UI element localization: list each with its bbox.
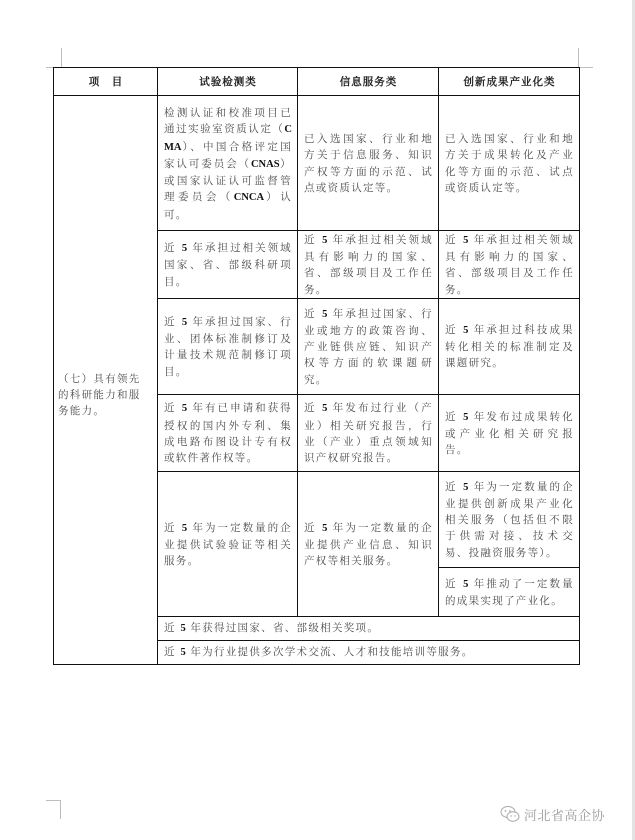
cell: 近 5 年有已申请和获得授权的国内外专利、集成电路布图设计专有权或软件著作权等。	[158, 394, 298, 471]
row-label: （七）具有领先的科研能力和服务能力。	[58, 372, 141, 417]
header-info-service: 信息服务类	[298, 68, 439, 96]
cell: 已入选国家、行业和地方关于信息服务、知识产权等方面的示范、试点或资质认定等。	[298, 96, 439, 231]
row-label-cell	[54, 96, 158, 665]
cell: 近 5 年承担过国家、行业、团体标准制修订及计量技术规范制修订项目。	[158, 298, 298, 394]
cell: 近 5 年承担过相关领域具有影响力的国家、省、部级项目及工作任务。	[298, 231, 439, 299]
cell: 检测认证和校准项目已通过实验室资质认定（CMA）、中国合格评定国家认可委员会（CNAS）或国家认证认可监督管理委员会（CNCA）认可。	[158, 96, 298, 231]
cell: 近 5 年推动了一定数量的成果实现了产业化。	[439, 567, 580, 616]
cell: 近 5 年为一定数量的企业提供试验验证等相关服务。	[158, 471, 298, 616]
cell: 近 5 年承担过国家、行业或地方的政策咨询、产业链供应链、知识产权等方面的软课题研究。	[298, 298, 439, 394]
watermark	[500, 803, 605, 825]
criteria-table	[53, 67, 580, 665]
crop-mark-top-right	[578, 48, 593, 68]
cell: 近 5 年承担过相关领域国家、省、部级科研项目。	[158, 231, 298, 299]
cell: 近 5 年发布过行业（产业）相关研究报告，行业（产业）重点领域知识产权研究报告。	[298, 394, 439, 471]
crop-mark-top-left	[46, 48, 62, 68]
cell: 近 5 年为行业提供多次学术交流、人才和技能培训等服务。	[158, 640, 580, 664]
header-industrialization: 创新成果产业化类	[439, 68, 580, 96]
crop-mark-bottom-left	[46, 800, 61, 819]
cell: 近 5 年承担过相关领域具有影响力的国家、省、部级项目及工作任务。	[439, 231, 580, 299]
header-row	[54, 68, 580, 96]
table-row	[54, 96, 580, 231]
header-item: 项 目	[54, 68, 158, 96]
cell: 近 5 年发布过成果转化或产业化相关研究报告。	[439, 394, 580, 471]
wechat-icon	[500, 805, 520, 823]
cell: 近 5 年为一定数量的企业提供创新成果产业化相关服务（包括但不限于供需对接、技术交易、投融资服务等）。	[439, 471, 580, 567]
watermark-text: 河北省高企协	[524, 808, 606, 824]
cell: 近 5 年获得过国家、省、部级相关奖项。	[158, 616, 580, 640]
header-testing: 试验检测类	[158, 68, 298, 96]
cell: 近 5 年承担过科技成果转化相关的标准制定及课题研究。	[439, 298, 580, 394]
cell: 已入选国家、行业和地方关于成果转化及产业化等方面的示范、试点或资质认定等。	[439, 96, 580, 231]
cell: 近 5 年为一定数量的企业提供产业信息、知识产权等相关服务。	[298, 471, 439, 616]
